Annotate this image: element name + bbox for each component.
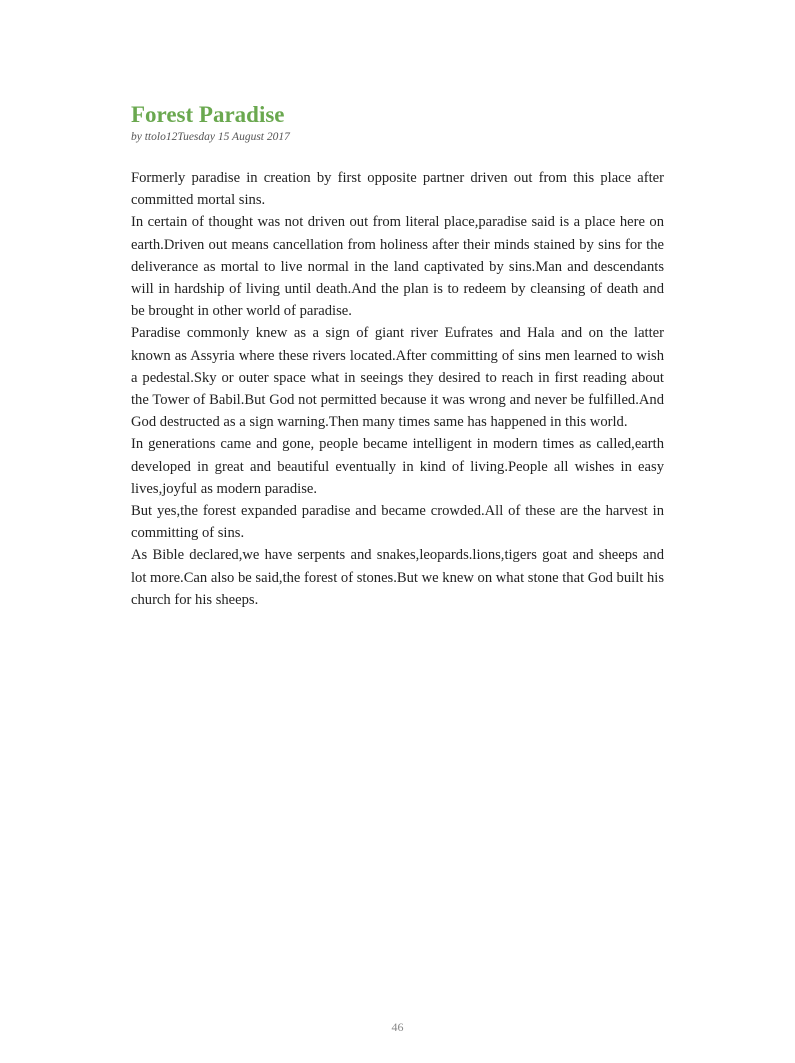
paragraph: Paradise commonly knew as a sign of giant river Eufrates and Hala and on the latter known as Assyria where these rivers located.After committing of sins men learned to wish a pedestal.Sky or outer space what in seeings they desired to reach in first reading about the Tower of Babil.But God not permitted because it was wrong and never be fulfilled.And God destructed as a sign warning.Then many times same has happened in this world. (131, 325, 664, 431)
paragraph: In certain of thought was not driven out from literal place,paradise said is a place here on earth.Driven out means cancellation from holiness after their minds stained by sins for the deliverance as mortal to live normal in the land captivated by sins.Man and descendants will in hardship of living until death.And the plan is to redeem by cleansing of death and be brought in other world of paradise. (131, 214, 664, 320)
paragraph: In generations came and gone, people became intelligent in modern times as called,earth developed in great and beautiful eventually in kind of living.People all wishes in easy lives,joyful as modern paradise. (131, 436, 664, 497)
article-body (131, 167, 664, 611)
paragraph: But yes,the forest expanded paradise and became crowded.All of these are the harvest in committing of sins. (131, 503, 664, 542)
article-title: Forest Paradise (131, 102, 285, 127)
page-number: 46 (391, 1020, 404, 1034)
article-byline: by ttolo12Tuesday 15 August 2017 (131, 131, 290, 143)
paragraph: Formerly paradise in creation by first opposite partner driven out from this place after committed mortal sins. (131, 170, 664, 209)
paragraph: As Bible declared,we have serpents and snakes,leopards.lions,tigers goat and sheeps and lot more.Can also be said,the forest of stones.But we knew on what stone that God built his church for his sheeps. (131, 547, 664, 608)
